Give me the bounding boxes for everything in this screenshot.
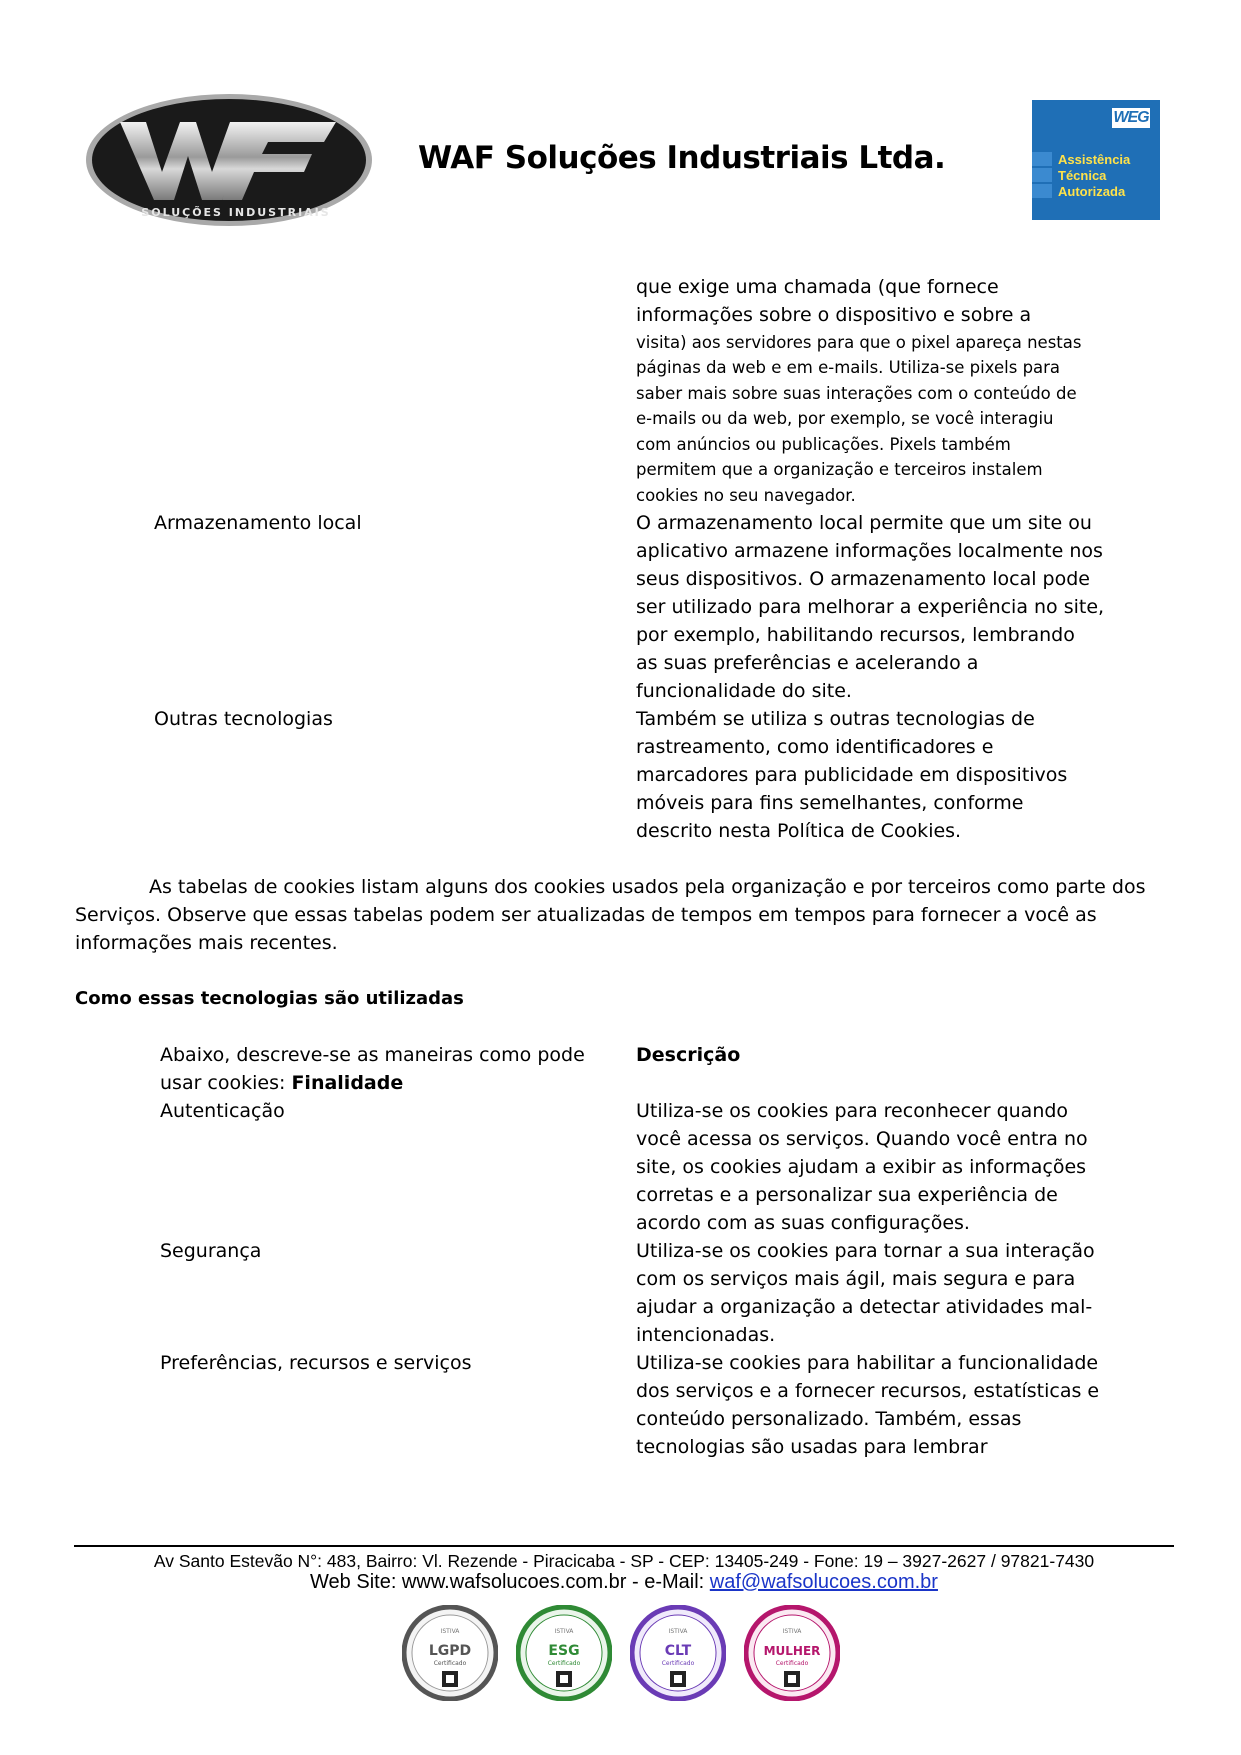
pixel-description-line: páginas da web e em e-mails. Utiliza-se pixels para — [636, 358, 1061, 377]
pixel-description-line: informações sobre o dispositivo e sobre a — [636, 304, 1032, 326]
seal-top: ISTIVA — [668, 1628, 688, 1635]
preferences-line: conteúdo personalizado. Também, essas — [636, 1408, 1022, 1430]
auth-line: acordo com as suas configurações. — [636, 1212, 970, 1234]
seal-title: ESG — [548, 1643, 580, 1659]
term-other-technologies: Outras tecnologias — [154, 708, 333, 730]
table-intro-text: usar cookies: — [160, 1072, 292, 1094]
esg-seal — [516, 1605, 612, 1701]
badge-line-1: Assistência — [1058, 152, 1131, 167]
paragraph-line: As tabelas de cookies listam alguns dos cookies usados pela organização e por terceiros como parte dos — [149, 876, 1146, 898]
security-line: intencionadas. — [636, 1324, 776, 1346]
local-storage-line: O armazenamento local permite que um site ou — [636, 512, 1092, 534]
auth-line: você acessa os serviços. Quando você entra no — [636, 1128, 1088, 1150]
purpose-header: Finalidade — [291, 1072, 404, 1094]
waf-logo — [84, 92, 374, 228]
seal-title: LGPD — [428, 1643, 472, 1659]
paragraph-line: informações mais recentes. — [75, 932, 338, 954]
logo-subtitle: SOLUÇÕES INDUSTRIAIS — [141, 206, 331, 219]
auth-line: corretas e a personalizar sua experiência de — [636, 1184, 1058, 1206]
seal-subtitle: Certificado — [433, 1660, 467, 1667]
pixel-description-line: que exige uma chamada (que fornece — [636, 276, 999, 298]
badge-bars — [1032, 152, 1052, 200]
footer-website — [74, 1571, 1174, 1594]
security-line: com os serviços mais ágil, mais segura e para — [636, 1268, 1076, 1290]
auth-line: site, os cookies ajudam a exibir as informações — [636, 1156, 1087, 1178]
seal-subtitle: Certificado — [661, 1660, 695, 1667]
seal-top: ISTIVA — [440, 1628, 460, 1635]
company-name: WAF Soluções Industriais Ltda. — [418, 140, 946, 176]
other-tech-line: rastreamento, como identificadores e — [636, 736, 994, 758]
badge-line-2: Técnica — [1058, 168, 1107, 183]
section-heading: Como essas tecnologias são utilizadas — [75, 988, 464, 1009]
footer-address: Av Santo Estevão N°: 483, Bairro: Vl. Rezende - Piracicaba - SP - CEP: 13405-249 - Fone: 19 – 3927-2627 / 97821-7430 — [153, 1551, 1095, 1571]
local-storage-line: aplicativo armazene informações localmente nos — [636, 540, 1103, 562]
table-intro-line: Abaixo, descreve-se as maneiras como pode — [160, 1044, 585, 1066]
clt-seal — [630, 1605, 726, 1701]
badge-line-3: Autorizada — [1058, 184, 1126, 199]
pixel-description-line: e-mails ou da web, por exemplo, se você interagiu — [636, 409, 1054, 428]
seal-top: ISTIVA — [554, 1628, 574, 1635]
other-tech-line: descrito nesta Política de Cookies. — [636, 820, 962, 842]
term-preferences: Preferências, recursos e serviços — [160, 1352, 472, 1374]
term-authentication: Autenticação — [160, 1100, 285, 1122]
pixel-description-line: permitem que a organização e terceiros instalem — [636, 460, 1043, 479]
pixel-description-line: saber mais sobre suas interações com o conteúdo de — [636, 384, 1077, 403]
local-storage-line: as suas preferências e acelerando a — [636, 652, 979, 674]
paragraph-line: Serviços. Observe que essas tabelas podem ser atualizadas de tempos em tempos para fornecer a você as — [75, 904, 1097, 926]
other-tech-line: Também se utiliza s outras tecnologias de — [636, 708, 1035, 730]
security-line: Utiliza-se os cookies para tornar a sua interação — [636, 1240, 1095, 1262]
local-storage-line: seus dispositivos. O armazenamento local pode — [636, 568, 1090, 590]
website-text: Web Site: www.wafsolucoes.com.br - e-Mail: — [310, 1571, 710, 1593]
local-storage-line: por exemplo, habilitando recursos, lembrando — [636, 624, 1075, 646]
term-security: Segurança — [160, 1240, 262, 1262]
seal-subtitle: Certificado — [547, 1660, 581, 1667]
description-header: Descrição — [636, 1044, 741, 1066]
table-intro-line — [160, 1069, 403, 1097]
other-tech-line: marcadores para publicidade em dispositivos — [636, 764, 1068, 786]
lgpd-seal — [402, 1605, 498, 1701]
weg-authorized-badge — [1032, 100, 1160, 220]
preferences-line: dos serviços e a fornecer recursos, estatísticas e — [636, 1380, 1100, 1402]
pixel-description-line: cookies no seu navegador. — [636, 486, 856, 505]
auth-line: Utiliza-se os cookies para reconhecer quando — [636, 1100, 1069, 1122]
pixel-description-line: com anúncios ou publicações. Pixels também — [636, 435, 1011, 454]
term-local-storage: Armazenamento local — [154, 512, 362, 534]
seal-top: ISTIVA — [782, 1628, 802, 1635]
local-storage-line: ser utilizado para melhorar a experiência no site, — [636, 596, 1105, 618]
other-tech-line: móveis para fins semelhantes, conforme — [636, 792, 1024, 814]
pixel-description-line: visita) aos servidores para que o pixel apareça nestas — [636, 333, 1082, 352]
local-storage-line: funcionalidade do site. — [636, 680, 852, 702]
seal-subtitle: Certificado — [775, 1660, 809, 1667]
seal-title: MULHER — [763, 1644, 821, 1658]
footer-divider — [74, 1545, 1174, 1547]
weg-logo: WEG — [1113, 109, 1149, 126]
email-link[interactable]: waf@wafsolucoes.com.br — [709, 1571, 938, 1593]
mulher-seal — [744, 1605, 840, 1701]
seal-title: CLT — [664, 1643, 692, 1659]
preferences-line: Utiliza-se cookies para habilitar a funcionalidade — [636, 1352, 1099, 1374]
security-line: ajudar a organização a detectar atividades mal- — [636, 1296, 1093, 1318]
preferences-line: tecnologias são usadas para lembrar — [636, 1436, 988, 1458]
